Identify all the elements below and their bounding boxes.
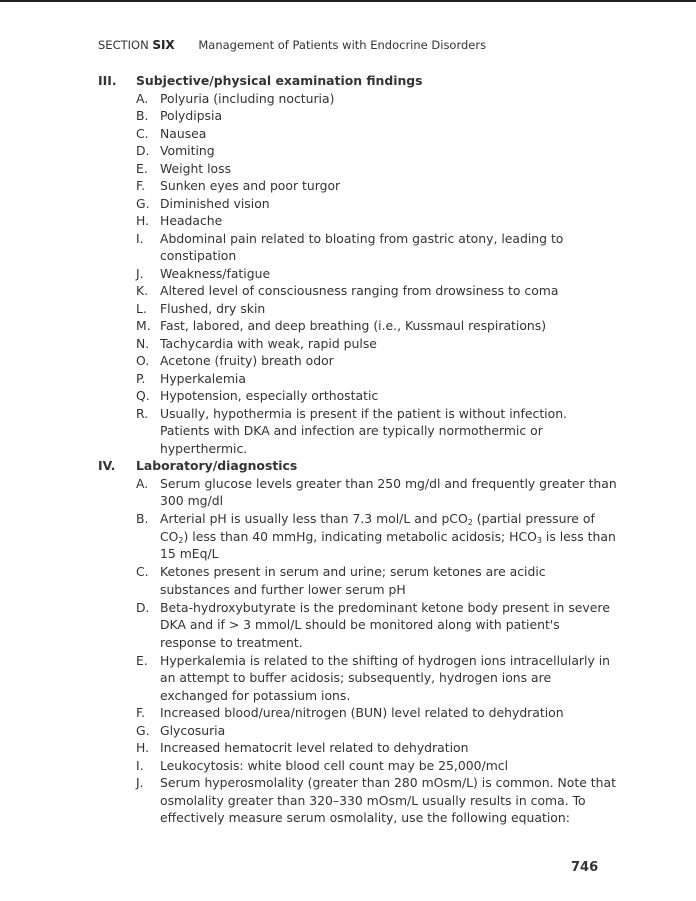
- item-letter: G.: [136, 722, 150, 738]
- item-letter: E.: [136, 652, 148, 668]
- item-text: Diminished vision: [160, 195, 270, 211]
- item-text: Serum hyperosmolality (greater than 280 mOsm/L) is common. Note that osmolality greater than 320–330 mOsm/L usually results in coma. To effectively measure serum osmolality, use the following equation:: [160, 775, 616, 825]
- section-iv-list: [98, 475, 618, 827]
- list-item: [98, 774, 618, 827]
- list-item: [98, 317, 618, 335]
- item-letter: N.: [136, 335, 150, 351]
- section-iv-header: [98, 457, 618, 475]
- section-iii-numeral: III.: [98, 73, 117, 88]
- item-letter: G.: [136, 195, 150, 211]
- item-text: Hypotension, especially orthostatic: [160, 388, 379, 403]
- subscript: 2: [178, 535, 184, 545]
- item-text: Serum glucose levels greater than 250 mg/dl and frequently greater than 300 mg/dl: [160, 475, 617, 508]
- item-text: Weight loss: [160, 160, 232, 176]
- item-letter: J.: [136, 775, 144, 790]
- item-letter: F.: [136, 178, 146, 193]
- item-text: Hyperkalemia: [160, 370, 246, 386]
- section-iv-numeral: IV.: [98, 458, 116, 473]
- top-border-rule: [0, 0, 696, 2]
- item-text: Abdominal pain related to bloating from gastric atony, leading to constipation: [160, 230, 564, 263]
- section-iii-heading: Subjective/physical examination findings: [136, 73, 423, 88]
- item-text: Beta-hydroxybutyrate is the predominant ketone body present in severe DKA and if > 3 mmol/L should be monitored along with patient's response to treatment.: [160, 599, 610, 650]
- outline-content: [98, 72, 618, 827]
- item-letter: M.: [136, 318, 151, 333]
- list-item: [98, 177, 618, 195]
- list-item: [98, 352, 618, 370]
- item-text: Vomiting: [160, 143, 215, 158]
- item-text: Hyperkalemia is related to the shifting of hydrogen ions intracellularly in an attempt to buffer acidosis; subsequently, hydrogen ions are exchanged for potassium ions.: [160, 652, 611, 703]
- list-item: [98, 282, 618, 300]
- section-label: SECTION: [98, 38, 149, 52]
- text-part: (partial pressure of CO: [160, 511, 595, 544]
- item-letter: K.: [136, 283, 149, 298]
- list-item: [98, 722, 618, 740]
- subscript: 3: [536, 535, 542, 545]
- item-letter: L.: [136, 300, 147, 316]
- text-part: ) less than 40 mmHg, indicating metabolic acidosis; HCO: [183, 528, 537, 544]
- item-text: Acetone (fruity) breath odor: [160, 353, 334, 368]
- item-text: Tachycardia with weak, rapid pulse: [160, 335, 377, 351]
- text-part: is less than 15 mEq/L: [160, 528, 616, 561]
- section-iii-list: [98, 90, 618, 458]
- list-item: [98, 300, 618, 318]
- item-text: Altered level of consciousness ranging from drowsiness to coma: [160, 283, 559, 298]
- list-item: [98, 107, 618, 125]
- item-letter: P.: [136, 370, 146, 386]
- list-item: [98, 370, 618, 388]
- item-text: Increased hematocrit level related to dehydration: [160, 740, 469, 755]
- section-iv: [98, 457, 618, 827]
- item-text: Headache: [160, 213, 223, 228]
- list-item: [98, 142, 618, 160]
- section-iii-header: [98, 72, 618, 90]
- list-item: [98, 90, 618, 108]
- item-text: Ketones present in serum and urine; serum ketones are acidic substances and further lower serum pH: [160, 564, 546, 597]
- item-letter: C.: [136, 125, 149, 141]
- item-letter: O.: [136, 353, 150, 368]
- list-item: [98, 704, 618, 722]
- list-item: [98, 335, 618, 353]
- list-item: [98, 405, 618, 458]
- section-number: SIX: [152, 38, 175, 52]
- item-text: Increased blood/urea/nitrogen (BUN) level related to dehydration: [160, 705, 564, 720]
- list-item: [98, 475, 618, 510]
- item-text: Polydipsia: [160, 108, 223, 123]
- item-letter: I.: [136, 230, 144, 246]
- item-text: Flushed, dry skin: [160, 300, 266, 316]
- section-title: Management of Patients with Endocrine Disorders: [198, 38, 487, 52]
- item-letter: A.: [136, 475, 149, 491]
- item-letter: Q.: [136, 388, 150, 403]
- item-letter: C.: [136, 564, 149, 579]
- running-header: [98, 38, 486, 52]
- list-item: [98, 739, 618, 757]
- text-part: Arterial pH is usually less than 7.3 mol/L and pCO: [160, 511, 468, 526]
- item-letter: H.: [136, 740, 150, 755]
- item-letter: D.: [136, 143, 150, 158]
- section-iii: [98, 72, 618, 457]
- item-letter: F.: [136, 705, 146, 720]
- list-item: [98, 757, 618, 775]
- list-item: [98, 160, 618, 178]
- list-item: [98, 230, 618, 265]
- list-item: [98, 599, 618, 652]
- item-text: Polyuria (including nocturia): [160, 90, 335, 106]
- item-letter: I.: [136, 757, 144, 773]
- item-text: Leukocytosis: white blood cell count may be 25,000/mcl: [160, 757, 509, 773]
- item-letter: B.: [136, 511, 149, 526]
- item-letter: R.: [136, 405, 149, 421]
- list-item: [98, 212, 618, 230]
- item-text: Sunken eyes and poor turgor: [160, 178, 341, 193]
- item-text: Glycosuria: [160, 722, 226, 738]
- page-number: 746: [571, 860, 599, 875]
- item-text: Usually, hypothermia is present if the patient is without infection. Patients with DKA and infection are typically normothermic or hyperthermic.: [160, 405, 567, 456]
- list-item: [98, 510, 618, 563]
- item-text: Weakness/fatigue: [160, 265, 271, 281]
- list-item: [98, 563, 618, 598]
- item-text: Fast, labored, and deep breathing (i.e., Kussmaul respirations): [160, 318, 547, 333]
- item-text-with-subscripts: [160, 510, 618, 563]
- list-item: [98, 652, 618, 705]
- list-item: [98, 195, 618, 213]
- subscript: 2: [467, 518, 473, 527]
- list-item: [98, 387, 618, 405]
- item-letter: H.: [136, 213, 150, 228]
- item-letter: A.: [136, 90, 149, 106]
- item-text: Nausea: [160, 125, 207, 141]
- list-item: [98, 265, 618, 283]
- item-letter: J.: [136, 265, 144, 281]
- item-letter: D.: [136, 599, 150, 615]
- section-iv-heading: Laboratory/diagnostics: [136, 458, 298, 473]
- item-letter: E.: [136, 160, 148, 176]
- item-letter: B.: [136, 108, 149, 123]
- list-item: [98, 125, 618, 143]
